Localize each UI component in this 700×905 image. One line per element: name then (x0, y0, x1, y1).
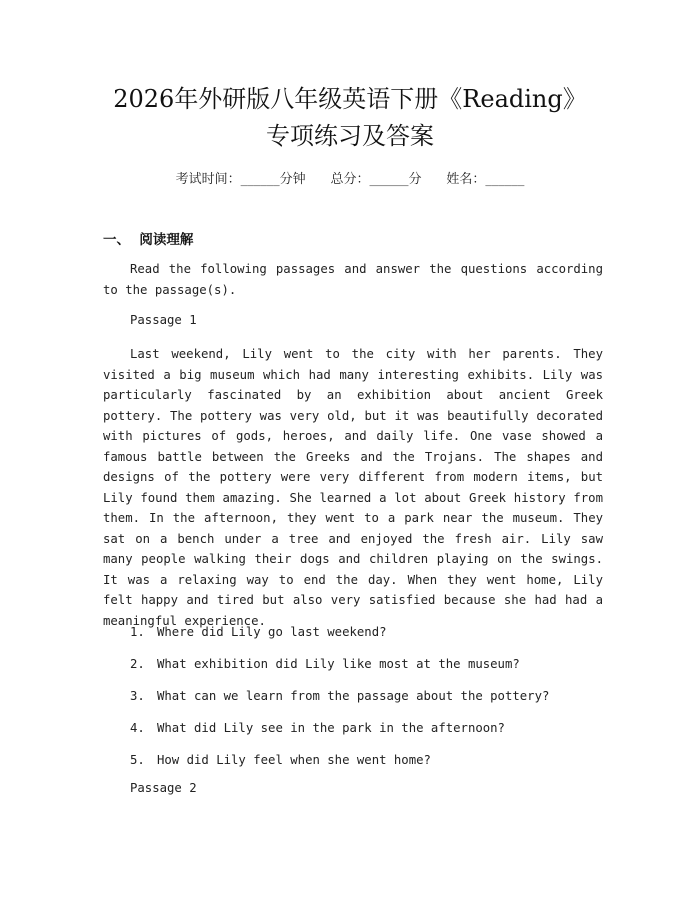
question-item (130, 654, 549, 686)
total-score-unit: 分 (408, 172, 422, 187)
question-list (130, 622, 549, 782)
exam-time-label: 考试时间： (175, 172, 241, 187)
document-title-line-2: 专项练习及答案 (266, 122, 434, 150)
passage-1-text: Last weekend, Lily went to the city with her parents. They visited a big museum which had many interesting exhibits. Lily was particularly fascinated by an exhibition about ancient Greek pottery. The pottery was very old, but it was beautifully decorated with pictures of gods, heroes, and daily life. One vase showed a famous battle between the Greeks and the Trojans. The shapes and designs of the pottery were very different from modern items, but Lily found them amazing. She learned a lot about Greek history from them. In the afternoon, they went to a park near the museum. They sat on a bench under a tree and enjoyed the fresh air. Lily saw many people walking their dogs and children playing on the swings. It was a relaxing way to end the day. When they went home, Lily felt happy and tired but also very satisfied because she had had a meaningful experience. (103, 347, 603, 628)
passage-1-label: Passage 1 (130, 313, 197, 327)
question-number: 1. (130, 625, 145, 639)
total-score-label: 总分： (330, 172, 370, 187)
question-text: What can we learn from the passage about the pottery? (157, 689, 550, 703)
section-title: 阅读理解 (139, 232, 194, 248)
section-number: 一、 (103, 232, 130, 248)
question-text: What did Lily see in the park in the afternoon? (157, 721, 505, 735)
exam-time-blank: ______ (240, 172, 280, 187)
question-number: 3. (130, 689, 145, 703)
question-text: Where did Lily go last weekend? (157, 625, 387, 639)
instructions: Read the following passages and answer the questions according to the passage(s). (103, 262, 603, 297)
name-blank: ______ (485, 172, 525, 187)
exam-time-unit: 分钟 (279, 172, 306, 187)
section-heading (103, 228, 193, 248)
question-item (130, 750, 549, 782)
question-number: 4. (130, 721, 145, 735)
question-number: 5. (130, 753, 145, 767)
document-title-line-1: 2026年外研版八年级英语下册《Reading》 (113, 85, 587, 113)
question-item (130, 718, 549, 750)
question-text: What exhibition did Lily like most at the museum? (157, 657, 520, 671)
question-text: How did Lily feel when she went home? (157, 753, 431, 767)
name-label: 姓名： (446, 172, 486, 187)
total-score-blank: ______ (369, 172, 409, 187)
question-item (130, 686, 549, 718)
question-number: 2. (130, 657, 145, 671)
exam-info-line (0, 168, 700, 187)
question-item (130, 622, 549, 654)
passage-2-label: Passage 2 (130, 781, 197, 795)
